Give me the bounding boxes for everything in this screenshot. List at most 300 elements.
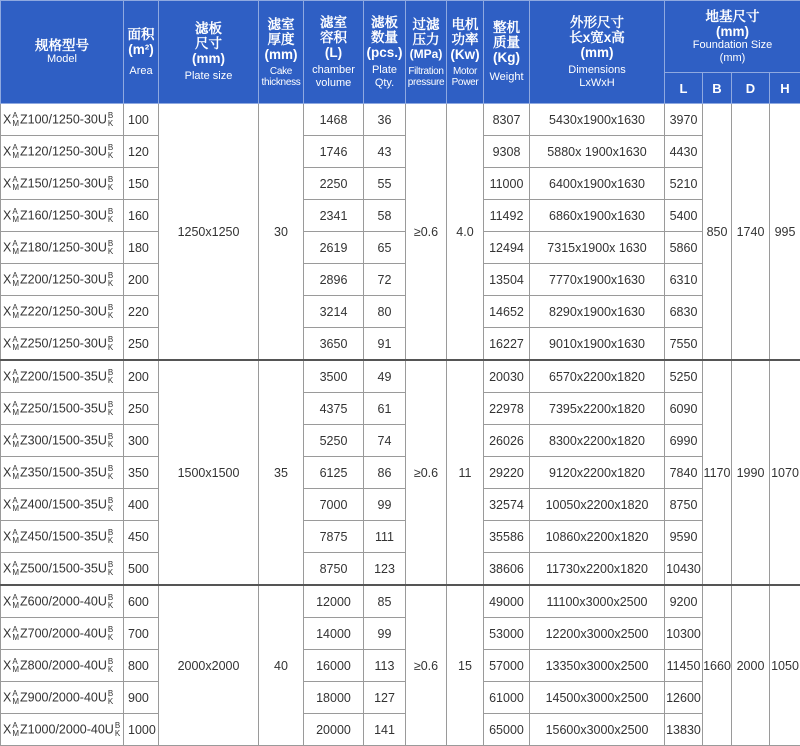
model-sub-k: K xyxy=(108,634,113,642)
model-sub-a: A xyxy=(12,208,19,216)
plate-qty-cell: 55 xyxy=(364,168,406,200)
table-row xyxy=(1,104,800,136)
foundation-zh: 地基尺寸 xyxy=(665,9,800,24)
plate-qty-cell: 141 xyxy=(364,714,406,746)
model-suffix-sub xyxy=(108,112,113,128)
model-sub-b: B xyxy=(108,112,113,120)
foundation-l-cell: 7550 xyxy=(665,328,703,361)
foundation-en: Foundation Size xyxy=(665,39,800,52)
model-type-sub xyxy=(12,433,19,449)
model-prefix-x: X xyxy=(3,465,11,479)
table-row xyxy=(1,264,800,296)
weight-cell: 32574 xyxy=(484,489,530,521)
model-suffix-sub xyxy=(108,304,113,320)
dimensions-cell: 7770x1900x1630 xyxy=(530,264,665,296)
model-cell xyxy=(1,457,124,489)
dimensions-cell: 10860x2200x1820 xyxy=(530,521,665,553)
volume-cell: 14000 xyxy=(304,618,364,650)
dimensions-cell: 8300x2200x1820 xyxy=(530,425,665,457)
model-code: Z800/2000-40U xyxy=(20,658,107,672)
weight-cell: 16227 xyxy=(484,328,530,361)
model-prefix-x: X xyxy=(3,208,11,222)
pressure-zh: 过滤 xyxy=(406,17,446,32)
weight-cell: 11000 xyxy=(484,168,530,200)
col-plate-size xyxy=(159,1,259,104)
model-sub-m: M xyxy=(12,312,19,320)
model-sub-k: K xyxy=(115,730,120,738)
dimensions-zh: 外形尺寸 xyxy=(530,15,664,30)
model-sub-b: B xyxy=(108,594,113,602)
col-pressure xyxy=(406,1,447,104)
area-cell: 200 xyxy=(124,360,159,393)
model-sub-m: M xyxy=(12,505,19,513)
foundation-l-cell: 6310 xyxy=(665,264,703,296)
model-sub-k: K xyxy=(108,248,113,256)
volume-cell: 2619 xyxy=(304,232,364,264)
weight-cell: 13504 xyxy=(484,264,530,296)
model-prefix-x: X xyxy=(3,336,11,350)
area-cell: 400 xyxy=(124,489,159,521)
plate-size-zh2: 尺寸 xyxy=(159,36,258,51)
cake-thickness-cell: 35 xyxy=(259,360,304,585)
model-sub-m: M xyxy=(12,666,19,674)
plates-en2: Qty. xyxy=(364,77,405,90)
model-sub-a: A xyxy=(12,304,19,312)
model-type-sub xyxy=(12,369,19,385)
model-sub-a: A xyxy=(12,561,19,569)
foundation-l-cell: 10430 xyxy=(665,553,703,586)
model-prefix-x: X xyxy=(3,433,11,447)
motor-unit: (Kw) xyxy=(447,47,483,62)
model-type-sub xyxy=(12,401,19,417)
model-sub-m: M xyxy=(12,280,19,288)
area-en: Area xyxy=(124,65,158,78)
table-row xyxy=(1,650,800,682)
model-sub-a: A xyxy=(12,369,19,377)
model-sub-k: K xyxy=(108,152,113,160)
model-sub-k: K xyxy=(108,505,113,513)
weight-cell: 57000 xyxy=(484,650,530,682)
plate-qty-cell: 111 xyxy=(364,521,406,553)
model-type-sub xyxy=(12,658,19,674)
model-suffix-sub xyxy=(108,176,113,192)
table-row xyxy=(1,200,800,232)
model-cell xyxy=(1,682,124,714)
model-prefix-x: X xyxy=(3,594,11,608)
weight-cell: 61000 xyxy=(484,682,530,714)
model-code: Z120/1250-30U xyxy=(20,144,107,158)
plate-qty-cell: 72 xyxy=(364,264,406,296)
table-row xyxy=(1,168,800,200)
weight-cell: 26026 xyxy=(484,425,530,457)
model-cell xyxy=(1,168,124,200)
cake-unit: (mm) xyxy=(259,47,303,62)
motor-zh2: 功率 xyxy=(447,32,483,47)
area-cell: 300 xyxy=(124,425,159,457)
table-row xyxy=(1,521,800,553)
model-cell xyxy=(1,553,124,586)
dimensions-cell: 6570x2200x1820 xyxy=(530,360,665,393)
model-sub-k: K xyxy=(108,344,113,352)
dimensions-en: Dimensions xyxy=(530,64,664,77)
dimensions-cell: 15600x3000x2500 xyxy=(530,714,665,746)
foundation-h-cell: 1070 xyxy=(770,360,800,585)
model-prefix-x: X xyxy=(3,658,11,672)
table-row xyxy=(1,232,800,264)
weight-cell: 11492 xyxy=(484,200,530,232)
volume-cell: 1468 xyxy=(304,104,364,136)
foundation-l-cell: 5860 xyxy=(665,232,703,264)
model-sub-m: M xyxy=(12,184,19,192)
model-suffix-sub xyxy=(108,240,113,256)
model-type-sub xyxy=(12,304,19,320)
model-prefix-x: X xyxy=(3,240,11,254)
model-code: Z200/1250-30U xyxy=(20,272,107,286)
area-cell: 600 xyxy=(124,585,159,618)
table-row xyxy=(1,136,800,168)
model-sub-m: M xyxy=(12,152,19,160)
col-plates xyxy=(364,1,406,104)
model-sub-k: K xyxy=(108,602,113,610)
model-sub-m: M xyxy=(12,730,19,738)
weight-cell: 12494 xyxy=(484,232,530,264)
volume-cell: 3214 xyxy=(304,296,364,328)
table-row xyxy=(1,393,800,425)
volume-cell: 7875 xyxy=(304,521,364,553)
model-sub-a: A xyxy=(12,272,19,280)
foundation-l-cell: 5210 xyxy=(665,168,703,200)
volume-cell: 7000 xyxy=(304,489,364,521)
foundation-col-l: L xyxy=(665,73,703,104)
pressure-cell: ≥0.6 xyxy=(406,585,447,746)
dimensions-cell: 5430x1900x1630 xyxy=(530,104,665,136)
pressure-zh2: 压力 xyxy=(406,32,446,47)
table-row xyxy=(1,682,800,714)
model-prefix-x: X xyxy=(3,626,11,640)
model-cell xyxy=(1,296,124,328)
model-code: Z700/2000-40U xyxy=(20,626,107,640)
plate-qty-cell: 58 xyxy=(364,200,406,232)
model-cell xyxy=(1,585,124,618)
model-sub-k: K xyxy=(108,666,113,674)
volume-cell: 3500 xyxy=(304,360,364,393)
model-code: Z200/1500-35U xyxy=(20,369,107,383)
model-prefix-x: X xyxy=(3,144,11,158)
dimensions-cell: 6400x1900x1630 xyxy=(530,168,665,200)
foundation-l-cell: 9200 xyxy=(665,585,703,618)
model-prefix-x: X xyxy=(3,529,11,543)
model-suffix-sub xyxy=(108,369,113,385)
plate-qty-cell: 86 xyxy=(364,457,406,489)
table-row xyxy=(1,553,800,586)
model-suffix-sub xyxy=(108,144,113,160)
dimensions-cell: 11730x2200x1820 xyxy=(530,553,665,586)
model-sub-k: K xyxy=(108,409,113,417)
model-suffix-sub xyxy=(115,722,120,738)
weight-cell: 22978 xyxy=(484,393,530,425)
plate-qty-cell: 43 xyxy=(364,136,406,168)
model-suffix-sub xyxy=(108,561,113,577)
foundation-col-h: H xyxy=(770,73,800,104)
model-code: Z400/1500-35U xyxy=(20,497,107,511)
weight-cell: 35586 xyxy=(484,521,530,553)
cake-en2: thickness xyxy=(259,77,303,88)
foundation-l-cell: 6990 xyxy=(665,425,703,457)
model-type-sub xyxy=(12,722,19,738)
plate-qty-cell: 113 xyxy=(364,650,406,682)
model-cell xyxy=(1,521,124,553)
volume-cell: 2896 xyxy=(304,264,364,296)
model-suffix-sub xyxy=(108,658,113,674)
table-header xyxy=(1,1,800,104)
pressure-en: Filtration xyxy=(406,66,446,77)
weight-cell: 65000 xyxy=(484,714,530,746)
area-cell: 160 xyxy=(124,200,159,232)
model-sub-k: K xyxy=(108,377,113,385)
model-sub-m: M xyxy=(12,634,19,642)
foundation-l-cell: 6830 xyxy=(665,296,703,328)
model-cell xyxy=(1,714,124,746)
plate-size-en: Plate size xyxy=(159,70,258,83)
area-cell: 1000 xyxy=(124,714,159,746)
model-sub-k: K xyxy=(108,698,113,706)
foundation-col-b: B xyxy=(703,73,732,104)
model-sub-a: A xyxy=(12,433,19,441)
volume-cell: 6125 xyxy=(304,457,364,489)
model-prefix-x: X xyxy=(3,369,11,383)
model-cell xyxy=(1,328,124,361)
model-sub-k: K xyxy=(108,184,113,192)
model-cell xyxy=(1,650,124,682)
volume-cell: 3650 xyxy=(304,328,364,361)
model-sub-m: M xyxy=(12,120,19,128)
model-sub-a: A xyxy=(12,336,19,344)
model-sub-k: K xyxy=(108,120,113,128)
col-motor xyxy=(447,1,484,104)
pressure-cell: ≥0.6 xyxy=(406,104,447,361)
model-sub-b: B xyxy=(108,144,113,152)
model-prefix-x: X xyxy=(3,561,11,575)
model-sub-a: A xyxy=(12,240,19,248)
area-cell: 450 xyxy=(124,521,159,553)
dimensions-cell: 14500x3000x2500 xyxy=(530,682,665,714)
cake-zh2: 厚度 xyxy=(259,32,303,47)
model-prefix-x: X xyxy=(3,304,11,318)
foundation-l-cell: 12600 xyxy=(665,682,703,714)
volume-cell: 2341 xyxy=(304,200,364,232)
volume-cell: 1746 xyxy=(304,136,364,168)
model-sub-m: M xyxy=(12,569,19,577)
table-body xyxy=(1,104,800,746)
model-sub-m: M xyxy=(12,344,19,352)
model-sub-b: B xyxy=(108,561,113,569)
foundation-l-cell: 5400 xyxy=(665,200,703,232)
model-suffix-sub xyxy=(108,529,113,545)
plate-size-cell: 1500x1500 xyxy=(159,360,259,585)
dimensions-en2: LxWxH xyxy=(530,77,664,90)
model-suffix-sub xyxy=(108,497,113,513)
plate-qty-cell: 127 xyxy=(364,682,406,714)
model-code: Z100/1250-30U xyxy=(20,112,107,126)
table-row xyxy=(1,585,800,618)
model-code: Z600/2000-40U xyxy=(20,594,107,608)
model-zh: 规格型号 xyxy=(1,38,123,53)
col-cake xyxy=(259,1,304,104)
plate-qty-cell: 99 xyxy=(364,489,406,521)
model-suffix-sub xyxy=(108,272,113,288)
area-cell: 700 xyxy=(124,618,159,650)
plates-zh: 滤板 xyxy=(364,15,405,30)
model-sub-k: K xyxy=(108,537,113,545)
model-sub-a: A xyxy=(12,690,19,698)
foundation-b-cell: 1660 xyxy=(703,585,732,746)
model-sub-m: M xyxy=(12,698,19,706)
area-cell: 200 xyxy=(124,264,159,296)
model-sub-b: B xyxy=(108,369,113,377)
dimensions-cell: 10050x2200x1820 xyxy=(530,489,665,521)
weight-zh2: 质量 xyxy=(484,35,529,50)
model-sub-b: B xyxy=(108,465,113,473)
plates-zh2: 数量 xyxy=(364,30,405,45)
model-code: Z450/1500-35U xyxy=(20,529,107,543)
plate-qty-cell: 99 xyxy=(364,618,406,650)
model-sub-a: A xyxy=(12,497,19,505)
model-prefix-x: X xyxy=(3,690,11,704)
model-sub-a: A xyxy=(12,401,19,409)
plate-qty-cell: 36 xyxy=(364,104,406,136)
model-type-sub xyxy=(12,690,19,706)
model-code: Z300/1500-35U xyxy=(20,433,107,447)
foundation-col-d: D xyxy=(732,73,770,104)
foundation-l-cell: 10300 xyxy=(665,618,703,650)
model-prefix-x: X xyxy=(3,176,11,190)
dimensions-cell: 12200x3000x2500 xyxy=(530,618,665,650)
model-suffix-sub xyxy=(108,626,113,642)
model-sub-k: K xyxy=(108,216,113,224)
model-suffix-sub xyxy=(108,208,113,224)
plate-size-cell: 2000x2000 xyxy=(159,585,259,746)
table-row xyxy=(1,328,800,361)
model-type-sub xyxy=(12,465,19,481)
volume-cell: 20000 xyxy=(304,714,364,746)
area-cell: 350 xyxy=(124,457,159,489)
model-sub-b: B xyxy=(108,240,113,248)
dimensions-cell: 9010x1900x1630 xyxy=(530,328,665,361)
motor-en: Motor xyxy=(447,66,483,77)
model-type-sub xyxy=(12,626,19,642)
model-sub-a: A xyxy=(12,176,19,184)
weight-cell: 53000 xyxy=(484,618,530,650)
model-prefix-x: X xyxy=(3,722,11,736)
volume-zh2: 容积 xyxy=(304,30,363,45)
plates-unit: (pcs.) xyxy=(364,45,405,60)
dimensions-cell: 7315x1900x 1630 xyxy=(530,232,665,264)
area-cell: 150 xyxy=(124,168,159,200)
plate-qty-cell: 123 xyxy=(364,553,406,586)
model-sub-a: A xyxy=(12,112,19,120)
plate-qty-cell: 49 xyxy=(364,360,406,393)
area-cell: 500 xyxy=(124,553,159,586)
foundation-l-cell: 13830 xyxy=(665,714,703,746)
table-row xyxy=(1,714,800,746)
dimensions-cell: 6860x1900x1630 xyxy=(530,200,665,232)
model-sub-m: M xyxy=(12,602,19,610)
model-type-sub xyxy=(12,594,19,610)
model-cell xyxy=(1,200,124,232)
model-cell xyxy=(1,425,124,457)
foundation-l-cell: 7840 xyxy=(665,457,703,489)
foundation-h-cell: 1050 xyxy=(770,585,800,746)
model-suffix-sub xyxy=(108,465,113,481)
model-sub-b: B xyxy=(108,272,113,280)
model-sub-a: A xyxy=(12,722,19,730)
motor-power-cell: 11 xyxy=(447,360,484,585)
volume-en: chamber xyxy=(304,64,363,77)
model-sub-k: K xyxy=(108,473,113,481)
pressure-unit: (MPa) xyxy=(406,47,446,62)
model-suffix-sub xyxy=(108,433,113,449)
weight-en: Weight xyxy=(484,71,529,84)
model-prefix-x: X xyxy=(3,272,11,286)
volume-cell: 18000 xyxy=(304,682,364,714)
model-type-sub xyxy=(12,176,19,192)
dimensions-unit: (mm) xyxy=(530,45,664,60)
model-sub-b: B xyxy=(108,658,113,666)
area-cell: 220 xyxy=(124,296,159,328)
model-code: Z150/1250-30U xyxy=(20,176,107,190)
model-sub-a: A xyxy=(12,529,19,537)
cake-thickness-cell: 40 xyxy=(259,585,304,746)
motor-power-cell: 4.0 xyxy=(447,104,484,361)
area-cell: 250 xyxy=(124,393,159,425)
model-en: Model xyxy=(1,53,123,66)
model-sub-a: A xyxy=(12,626,19,634)
model-sub-b: B xyxy=(115,722,120,730)
foundation-h-cell: 995 xyxy=(770,104,800,361)
model-code: Z180/1250-30U xyxy=(20,240,107,254)
model-type-sub xyxy=(12,336,19,352)
model-sub-m: M xyxy=(12,537,19,545)
model-sub-m: M xyxy=(12,441,19,449)
model-sub-k: K xyxy=(108,312,113,320)
table-row xyxy=(1,457,800,489)
model-sub-b: B xyxy=(108,529,113,537)
model-sub-k: K xyxy=(108,569,113,577)
table-row xyxy=(1,296,800,328)
model-sub-a: A xyxy=(12,658,19,666)
dimensions-cell: 7395x2200x1820 xyxy=(530,393,665,425)
table-row xyxy=(1,425,800,457)
area-cell: 900 xyxy=(124,682,159,714)
model-type-sub xyxy=(12,272,19,288)
plate-size-zh: 滤板 xyxy=(159,21,258,36)
col-model xyxy=(1,1,124,104)
model-code: Z250/1500-35U xyxy=(20,401,107,415)
col-volume xyxy=(304,1,364,104)
model-suffix-sub xyxy=(108,594,113,610)
model-sub-a: A xyxy=(12,465,19,473)
model-sub-b: B xyxy=(108,208,113,216)
model-type-sub xyxy=(12,561,19,577)
model-code: Z250/1250-30U xyxy=(20,336,107,350)
motor-en2: Power xyxy=(447,77,483,88)
model-sub-m: M xyxy=(12,248,19,256)
weight-cell: 49000 xyxy=(484,585,530,618)
model-prefix-x: X xyxy=(3,401,11,415)
model-code: Z1000/2000-40U xyxy=(20,722,114,736)
plate-size-cell: 1250x1250 xyxy=(159,104,259,361)
foundation-l-cell: 4430 xyxy=(665,136,703,168)
